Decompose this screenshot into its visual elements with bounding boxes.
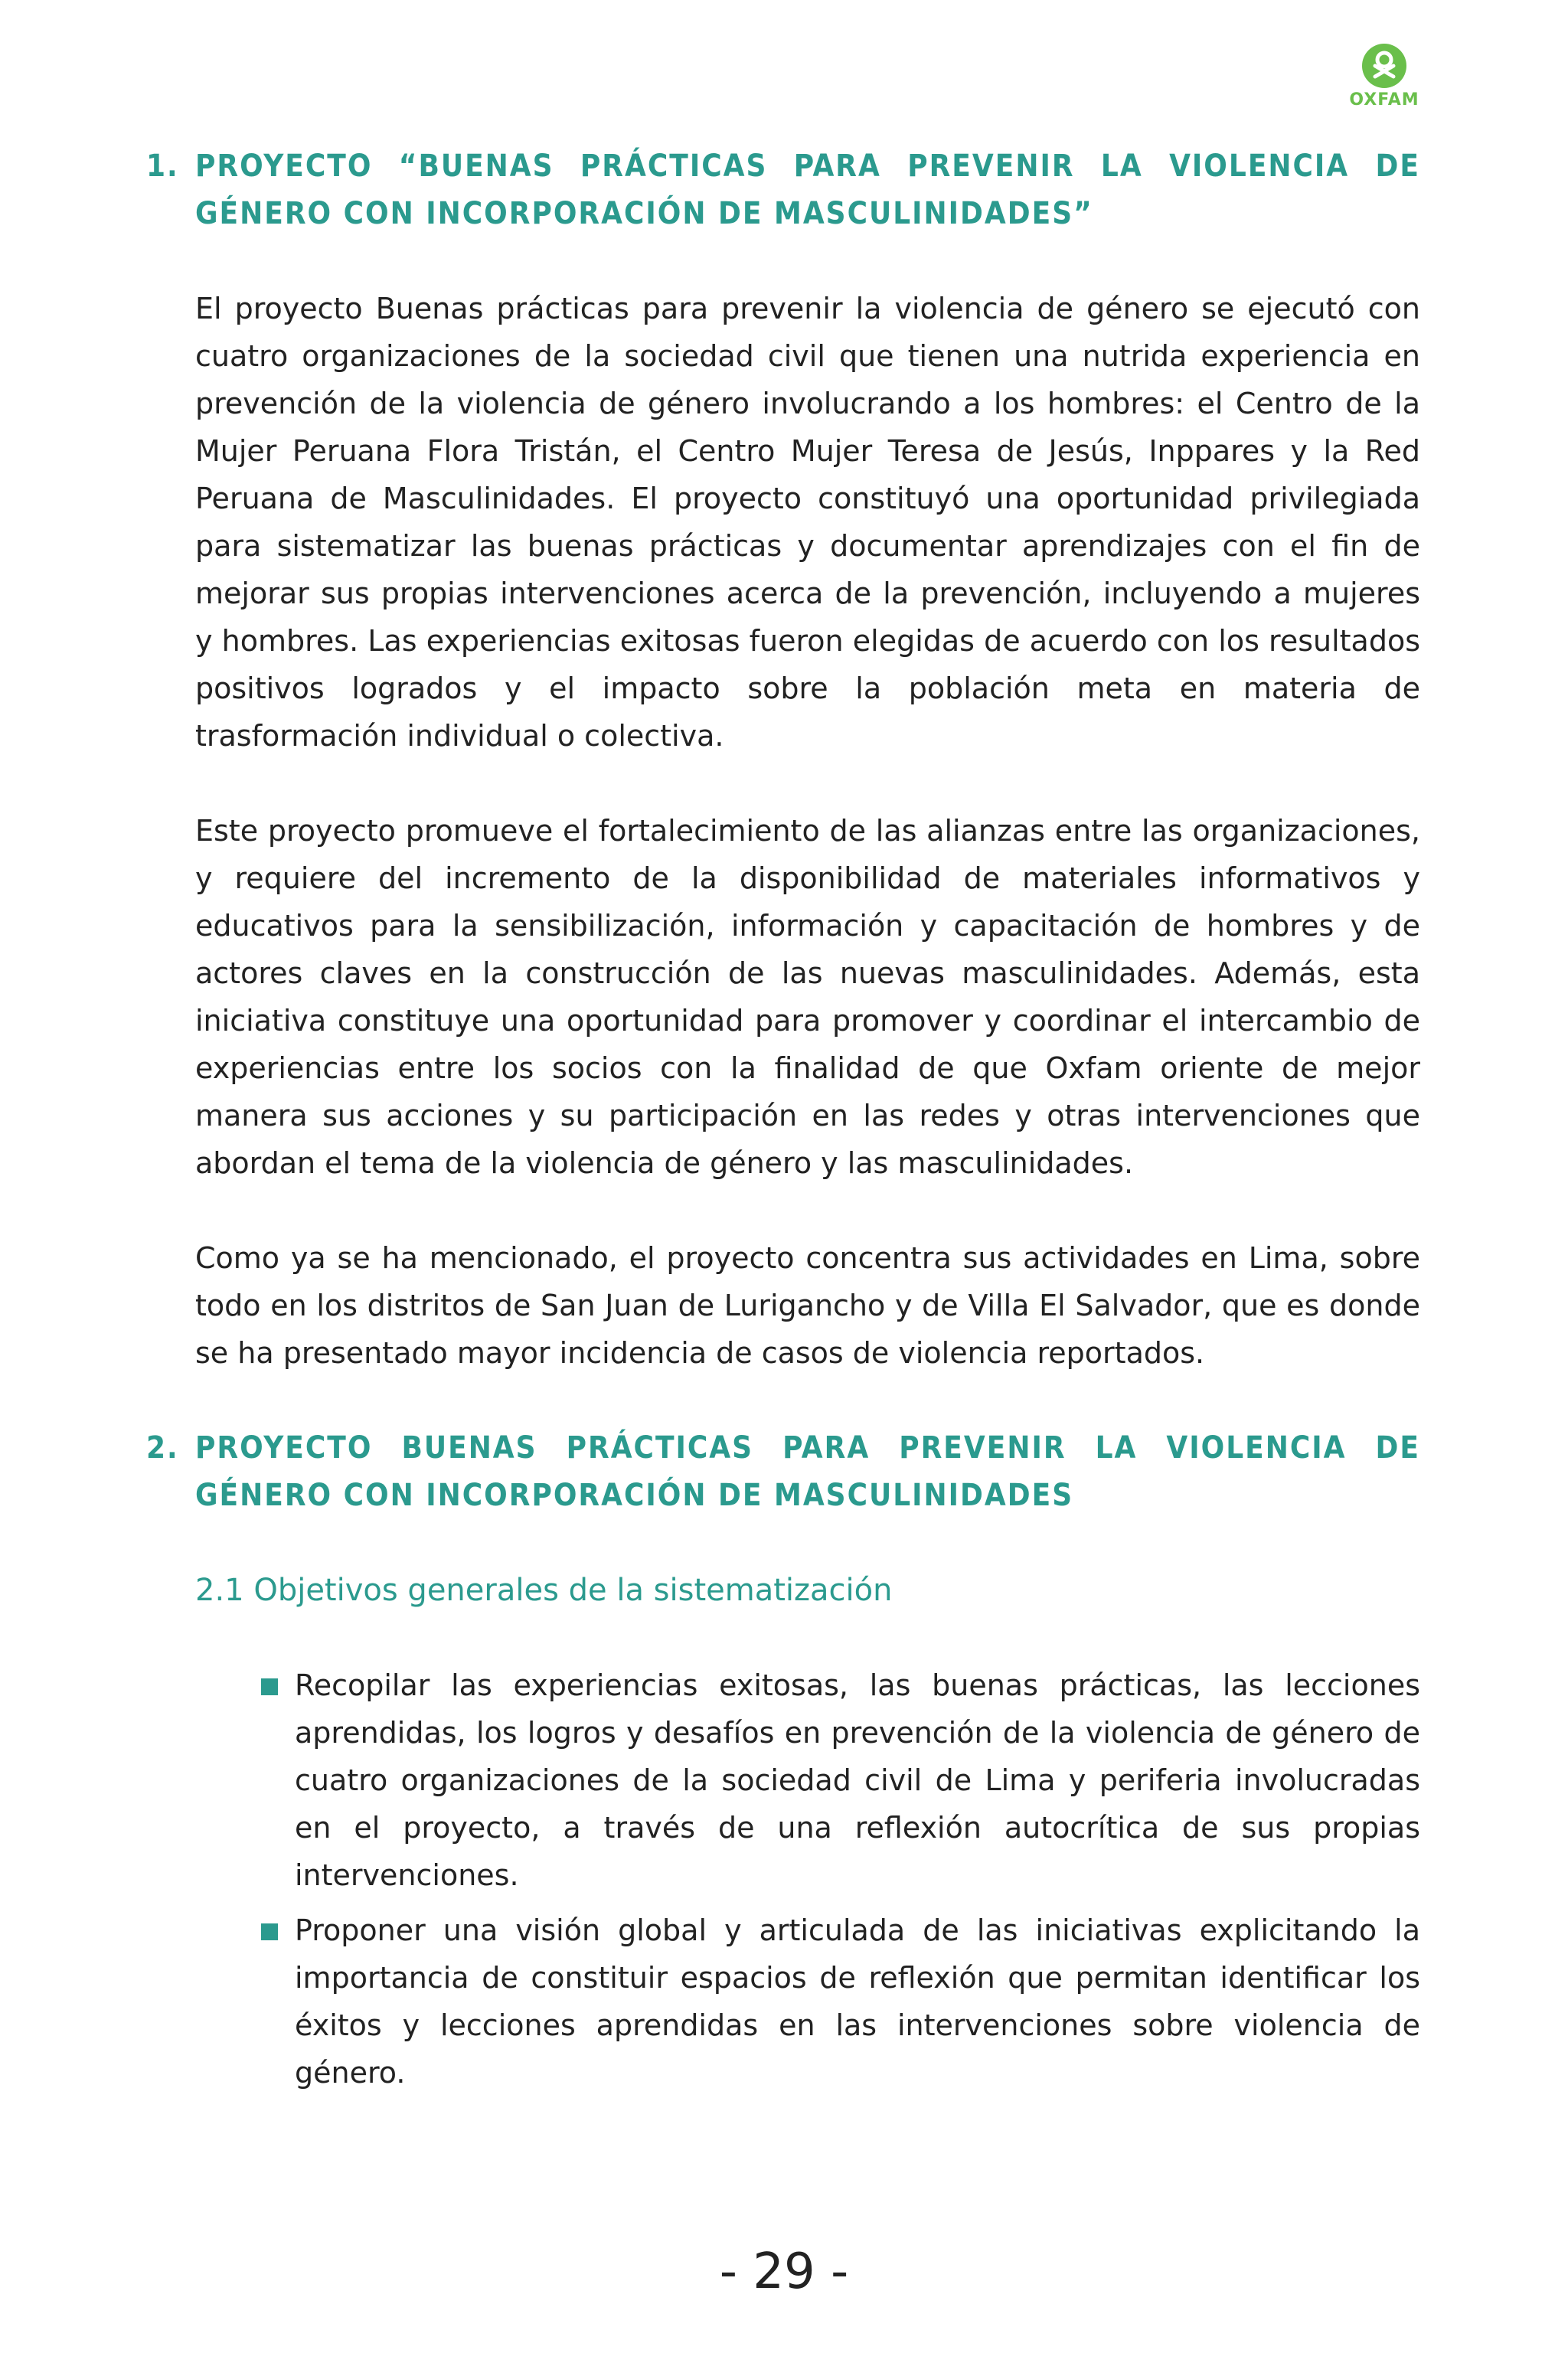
objectives-list [195, 1662, 1420, 2096]
oxfam-logo-icon [1361, 43, 1407, 89]
list-item [295, 1907, 1420, 2096]
section-1-number: 1. [146, 149, 179, 184]
oxfam-logo [1346, 43, 1423, 109]
section-2-1-subheading: 2.1 Objetivos generales de la sistematización [195, 1573, 893, 1608]
square-bullet-icon [261, 1678, 278, 1695]
section-2-title: PROYECTO BUENAS PRÁCTICAS PARA PREVENIR LA VIOLENCIA DE GÉNERO CON INCORPORACIÓN DE MASCULINIDADES [195, 1430, 1420, 1513]
section-1-title: PROYECTO “BUENAS PRÁCTICAS PARA PREVENIR LA VIOLENCIA DE GÉNERO CON INCORPORACIÓN DE MASCULINIDADES” [195, 149, 1420, 231]
page-content [146, 142, 1420, 2104]
section-2-number: 2. [146, 1430, 179, 1466]
section-1-paragraph-1: El proyecto Buenas prácticas para prevenir la violencia de género se ejecutó con cuatro organizaciones de la sociedad civil que tienen una nutrida experiencia en prevención de la violencia de género involucrando a los hombres: el Centro de la Mujer Peruana Flora Tristán, el Centro Mujer Teresa de Jesús, Inppares y la Red Peruana de Masculinidades. El proyecto constituyó una oportunidad privilegiada para sistematizar las buenas prácticas y documentar aprendizajes con el fin de mejorar sus propias intervenciones acerca de la prevención, incluyendo a mujeres y hombres. Las experiencias exitosas fueron elegidas de acuerdo con los resultados positivos logrados y el impacto sobre la población meta en materia de trasformación individual o colectiva. [195, 292, 1420, 753]
list-item [295, 1662, 1420, 1899]
objective-text-2: Proponer una visión global y articulada de las iniciativas explicitando la importancia de constituir espacios de reflexión que permitan identificar los éxitos y lecciones aprendidas en las intervenciones sobre violencia de género. [295, 1913, 1420, 2090]
section-2-heading [146, 1424, 1420, 1519]
page-number: - 29 - [719, 2244, 849, 2300]
section-1-paragraph-2: Este proyecto promueve el fortalecimiento de las alianzas entre las organizaciones, y requiere del incremento de la disponibilidad de materiales informativos y educativos para la sensibilización, información y capacitación de hombres y de actores claves en la construcción de las nuevas masculinidades. Además, esta iniciativa constituye una oportunidad para promover y coordinar el intercambio de experiencias entre los socios con la finalidad de que Oxfam oriente de mejor manera sus acciones y su participación en las redes y otras intervenciones que abordan el tema de la violencia de género y las masculinidades. [195, 814, 1420, 1180]
logo-text: OXFAM [1349, 90, 1419, 109]
square-bullet-icon [261, 1923, 278, 1940]
section-1-paragraph-3: Como ya se ha mencionado, el proyecto concentra sus actividades en Lima, sobre todo en los distritos de San Juan de Lurigancho y de Villa El Salvador, que es donde se ha presentado mayor incidencia de casos de violencia reportados. [195, 1241, 1420, 1370]
objective-text-1: Recopilar las experiencias exitosas, las buenas prácticas, las lecciones aprendidas, los logros y desafíos en prevención de la violencia de género de cuatro organizaciones de la sociedad civil de Lima y periferia involucradas en el proyecto, a través de una reflexión autocrítica de sus propias intervenciones. [295, 1668, 1420, 1892]
section-1-heading [146, 142, 1420, 237]
